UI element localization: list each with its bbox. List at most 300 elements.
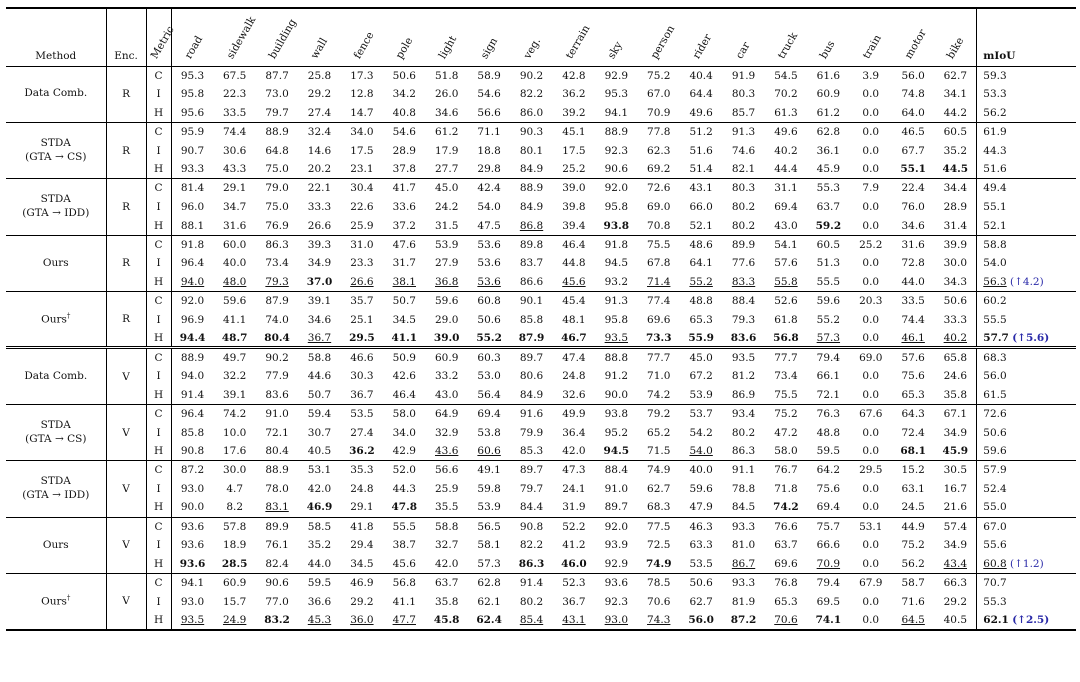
encoder-header: Enc. (106, 8, 146, 66)
value-cell: 44.9 (892, 517, 934, 536)
value-cell: 90.0 (180, 501, 205, 514)
value-cell: 58.7 (892, 574, 934, 593)
value-cell: 34.4 (934, 179, 976, 198)
encoder-cell: V (106, 461, 146, 517)
encoder-cell: R (106, 66, 146, 122)
value-cell: 62.7 (689, 595, 713, 608)
value-cell: 59.5 (816, 445, 841, 458)
value-cell: 80.3 (722, 179, 764, 198)
value-cell: 47.7 (392, 614, 416, 626)
encoder-cell: V (106, 574, 146, 630)
class-header-train: train (860, 32, 884, 61)
value-cell: 52.2 (553, 517, 595, 536)
value-cell: 35.2 (307, 539, 332, 552)
value-cell: 30.5 (934, 461, 976, 480)
metric-cell: H (146, 611, 171, 630)
value-cell: 85.8 (180, 426, 205, 439)
value-cell: 91.6 (510, 404, 552, 423)
value-cell: 18.9 (222, 539, 247, 552)
value-cell: 42.9 (392, 445, 416, 458)
table-row (6, 423, 1076, 442)
value-cell: 62.7 (647, 482, 671, 495)
miou-cell: 67.0 (977, 517, 1076, 536)
value-cell: 22.1 (298, 179, 340, 198)
value-cell: 37.2 (392, 219, 416, 232)
value-cell: 93.5 (604, 331, 629, 344)
value-cell: 44.0 (901, 275, 925, 288)
metric-cell: C (146, 348, 171, 367)
value-cell: 94.5 (604, 257, 629, 270)
value-cell: 51.3 (816, 257, 841, 270)
metric-cell: I (146, 480, 171, 499)
metric-cell: H (146, 160, 171, 179)
value-cell: 53.5 (341, 404, 383, 423)
value-cell: 86.7 (731, 557, 756, 570)
value-cell: 39.2 (562, 106, 586, 119)
value-cell: 29.2 (307, 88, 332, 101)
miou-cell: 57.7 (↑5.6) (977, 329, 1076, 348)
value-cell: 66.0 (689, 200, 713, 213)
value-cell: 55.2 (476, 331, 502, 344)
value-cell: 76.1 (265, 539, 289, 552)
value-cell: 88.9 (595, 122, 637, 141)
value-cell: 64.5 (901, 614, 925, 626)
value-cell: 0.0 (862, 482, 880, 495)
value-cell: 69.6 (647, 313, 671, 326)
value-cell: 56.8 (383, 574, 425, 593)
value-cell: 76.9 (265, 219, 289, 232)
value-cell: 45.9 (816, 163, 841, 176)
value-cell: 60.8 (468, 292, 510, 311)
miou-cell: 52.4 (977, 480, 1076, 499)
table-row (6, 254, 1076, 273)
method-cell: Ours† (6, 574, 106, 630)
value-cell: 34.1 (943, 88, 968, 101)
value-cell: 47.3 (553, 461, 595, 480)
value-cell: 44.0 (307, 557, 332, 570)
value-cell: 74.0 (265, 313, 289, 326)
value-cell: 0.0 (862, 144, 880, 157)
value-cell: 0.0 (850, 122, 892, 141)
miou-cell: 59.3 (977, 66, 1076, 85)
value-cell: 40.2 (943, 331, 968, 344)
value-cell: 71.5 (647, 445, 671, 458)
value-cell: 14.7 (350, 106, 374, 119)
value-cell: 21.6 (943, 501, 968, 514)
value-cell: 77.9 (265, 370, 289, 383)
value-cell: 82.2 (519, 539, 544, 552)
value-cell: 34.5 (392, 313, 416, 326)
method-cell: STDA (GTA → CS) (6, 404, 106, 460)
value-cell: 66.6 (816, 539, 841, 552)
value-cell: 53.1 (850, 517, 892, 536)
value-cell: 0.0 (862, 88, 880, 101)
value-cell: 68.1 (900, 445, 926, 458)
method-cell: Data Comb. (6, 66, 106, 122)
value-cell: 61.8 (774, 313, 798, 326)
value-cell: 87.2 (730, 614, 757, 626)
value-cell: 34.0 (341, 122, 383, 141)
value-cell: 3.9 (862, 69, 880, 82)
value-cell: 39.1 (298, 292, 340, 311)
value-cell: 96.4 (180, 257, 205, 270)
value-cell: 34.0 (392, 426, 416, 439)
table-row (6, 310, 1076, 329)
value-cell: 95.3 (180, 69, 205, 82)
table-row (6, 442, 1076, 461)
value-cell: 71.8 (774, 482, 798, 495)
value-cell: 52.3 (553, 574, 595, 593)
miou-cell: 59.6 (977, 442, 1076, 461)
value-cell: 87.2 (171, 461, 213, 480)
value-cell: 80.6 (519, 370, 544, 383)
value-cell: 46.1 (901, 331, 925, 344)
value-cell: 63.3 (689, 539, 713, 552)
metric-cell: I (146, 536, 171, 555)
value-cell: 91.3 (595, 292, 637, 311)
value-cell: 62.3 (647, 144, 671, 157)
value-cell: 60.9 (816, 88, 841, 101)
value-cell: 56.4 (477, 388, 501, 401)
value-cell: 32.4 (298, 122, 340, 141)
value-cell: 27.4 (350, 426, 374, 439)
value-cell: 22.6 (350, 200, 374, 213)
value-cell: 79.2 (638, 404, 680, 423)
value-cell: 61.3 (774, 106, 798, 119)
method-header: Method (6, 8, 106, 66)
value-cell: 72.4 (901, 426, 925, 439)
value-cell: 58.8 (426, 517, 468, 536)
value-cell: 55.9 (688, 331, 714, 344)
value-cell: 24.1 (562, 482, 586, 495)
value-cell: 24.6 (943, 370, 968, 383)
value-cell: 40.8 (392, 106, 416, 119)
metric-cell: C (146, 574, 171, 593)
value-cell: 84.4 (519, 501, 544, 514)
value-cell: 67.2 (689, 370, 713, 383)
value-cell: 80.2 (519, 595, 544, 608)
metric-cell: I (146, 592, 171, 611)
class-header-truck: truck (775, 30, 801, 61)
value-cell: 56.6 (426, 461, 468, 480)
value-cell: 60.6 (477, 445, 501, 458)
value-cell: 48.0 (222, 275, 247, 288)
value-cell: 0.0 (862, 426, 880, 439)
value-cell: 53.5 (689, 557, 713, 570)
value-cell: 45.6 (392, 557, 416, 570)
value-cell: 31.7 (392, 257, 416, 270)
value-cell: 45.0 (426, 179, 468, 198)
class-header-bike: bike (944, 34, 967, 61)
value-cell: 64.0 (901, 106, 925, 119)
value-cell: 64.8 (265, 144, 289, 157)
value-cell: 94.1 (604, 106, 629, 119)
value-cell: 82.4 (265, 557, 289, 570)
value-cell: 33.5 (222, 106, 247, 119)
value-cell: 25.1 (350, 313, 374, 326)
value-cell: 47.6 (383, 235, 425, 254)
class-header-car: car (733, 39, 753, 61)
value-cell: 43.0 (435, 388, 459, 401)
value-cell: 0.0 (862, 219, 880, 232)
value-cell: 89.9 (722, 235, 764, 254)
value-cell: 77.4 (638, 292, 680, 311)
value-cell: 59.6 (689, 482, 713, 495)
value-cell: 35.3 (341, 461, 383, 480)
value-cell: 42.0 (435, 557, 459, 570)
value-cell: 92.3 (604, 595, 629, 608)
value-cell: 72.5 (647, 539, 671, 552)
value-cell: 91.4 (180, 388, 205, 401)
value-cell: 25.9 (435, 482, 459, 495)
value-cell: 25.2 (562, 163, 586, 176)
value-cell: 0.0 (862, 275, 880, 288)
value-cell: 93.8 (595, 404, 637, 423)
value-cell: 42.0 (307, 482, 332, 495)
class-header-fence: fence (351, 29, 377, 61)
miou-cell: 61.5 (977, 386, 1076, 405)
value-cell: 74.8 (901, 88, 925, 101)
value-cell: 34.2 (392, 88, 416, 101)
value-cell: 96.0 (180, 200, 205, 213)
value-cell: 79.4 (807, 348, 849, 367)
value-cell: 32.7 (435, 539, 459, 552)
value-cell: 75.7 (807, 517, 849, 536)
value-cell: 16.7 (943, 482, 968, 495)
header-row (6, 8, 1076, 66)
metric-cell: I (146, 367, 171, 386)
value-cell: 58.1 (477, 539, 501, 552)
value-cell: 36.0 (350, 614, 374, 626)
value-cell: 90.8 (180, 445, 205, 458)
value-cell: 41.1 (391, 331, 418, 344)
value-cell: 29.5 (850, 461, 892, 480)
value-cell: 0.0 (862, 501, 880, 514)
value-cell: 59.8 (477, 482, 501, 495)
value-cell: 83.1 (265, 501, 289, 514)
miou-cell: 55.6 (977, 536, 1076, 555)
value-cell: 0.0 (862, 331, 880, 344)
value-cell: 62.8 (807, 122, 849, 141)
value-cell: 53.1 (298, 461, 340, 480)
value-cell: 72.6 (638, 179, 680, 198)
value-cell: 46.5 (892, 122, 934, 141)
value-cell: 14.6 (307, 144, 332, 157)
value-cell: 81.2 (731, 370, 756, 383)
metric-cell: I (146, 85, 171, 104)
value-cell: 0.0 (862, 595, 880, 608)
value-cell: 34.9 (943, 426, 968, 439)
value-cell: 24.8 (562, 370, 586, 383)
value-cell: 46.6 (341, 348, 383, 367)
value-cell: 56.6 (477, 106, 501, 119)
encoder-cell: R (106, 235, 146, 291)
value-cell: 84.9 (519, 163, 544, 176)
value-cell: 29.1 (213, 179, 255, 198)
value-cell: 92.3 (604, 144, 629, 157)
value-cell: 0.0 (862, 388, 880, 401)
value-cell: 30.6 (222, 144, 247, 157)
value-cell: 28.5 (221, 557, 248, 570)
gain-label: (↑4.2) (1010, 275, 1044, 288)
value-cell: 67.6 (850, 404, 892, 423)
value-cell: 71.4 (647, 275, 671, 288)
value-cell: 75.5 (774, 388, 798, 401)
value-cell: 0.0 (862, 539, 880, 552)
value-cell: 85.8 (519, 313, 544, 326)
value-cell: 42.8 (562, 69, 586, 82)
value-cell: 58.0 (383, 404, 425, 423)
value-cell: 40.5 (307, 445, 332, 458)
value-cell: 79.3 (265, 275, 289, 288)
miou-cell: 49.4 (977, 179, 1076, 198)
table-row (6, 66, 1076, 85)
value-cell: 77.5 (638, 517, 680, 536)
value-cell: 58.0 (774, 445, 798, 458)
value-cell: 50.6 (680, 574, 722, 593)
value-cell: 93.6 (595, 574, 637, 593)
value-cell: 56.0 (688, 614, 714, 626)
value-cell: 33.5 (892, 292, 934, 311)
value-cell: 40.2 (774, 144, 798, 157)
value-cell: 77.6 (731, 257, 756, 270)
value-cell: 91.8 (171, 235, 213, 254)
table-row (6, 367, 1076, 386)
value-cell: 86.9 (731, 388, 756, 401)
value-cell: 45.9 (942, 445, 969, 458)
value-cell: 42.0 (562, 445, 586, 458)
value-cell: 93.4 (722, 404, 764, 423)
value-cell: 38.1 (392, 275, 416, 288)
value-cell: 58.8 (298, 348, 340, 367)
value-cell: 75.2 (765, 404, 807, 423)
value-cell: 44.6 (307, 370, 332, 383)
value-cell: 51.6 (689, 144, 713, 157)
value-cell: 15.2 (892, 461, 934, 480)
value-cell: 46.4 (392, 388, 416, 401)
value-cell: 26.6 (350, 275, 374, 288)
value-cell: 78.5 (638, 574, 680, 593)
value-cell: 67.8 (647, 257, 671, 270)
value-cell: 66.3 (934, 574, 976, 593)
value-cell: 79.0 (256, 179, 298, 198)
value-cell: 20.3 (850, 292, 892, 311)
value-cell: 56.8 (773, 331, 799, 344)
value-cell: 85.4 (519, 614, 544, 626)
value-cell: 73.4 (265, 257, 289, 270)
value-cell: 62.4 (476, 614, 502, 626)
value-cell: 24.2 (435, 200, 459, 213)
value-cell: 30.7 (307, 426, 332, 439)
class-header-light: light (436, 33, 459, 61)
value-cell: 88.8 (595, 348, 637, 367)
value-cell: 57.4 (934, 517, 976, 536)
value-cell: 93.3 (180, 163, 205, 176)
value-cell: 37.8 (392, 163, 416, 176)
encoder-cell: R (106, 292, 146, 348)
class-header-sign: sign (478, 35, 501, 61)
value-cell: 39.3 (298, 235, 340, 254)
value-cell: 46.7 (561, 331, 587, 344)
value-cell: 29.4 (350, 539, 374, 552)
value-cell: 34.6 (901, 219, 925, 232)
metric-cell: H (146, 386, 171, 405)
gain-label: (↑1.2) (1010, 557, 1044, 570)
class-header-terrain: terrain (563, 22, 593, 61)
value-cell: 34.6 (307, 313, 332, 326)
metric-cell: I (146, 423, 171, 442)
value-cell: 69.5 (816, 595, 841, 608)
value-cell: 29.2 (943, 595, 968, 608)
value-cell: 33.3 (943, 313, 968, 326)
value-cell: 43.6 (435, 445, 459, 458)
value-cell: 0.0 (862, 313, 880, 326)
value-cell: 53.9 (689, 388, 713, 401)
miou-cell: 53.3 (977, 85, 1076, 104)
value-cell: 57.8 (213, 517, 255, 536)
value-cell: 48.7 (221, 331, 248, 344)
value-cell: 0.0 (862, 370, 880, 383)
value-cell: 57.6 (892, 348, 934, 367)
value-cell: 4.7 (226, 482, 244, 495)
value-cell: 52.6 (765, 292, 807, 311)
value-cell: 91.4 (510, 574, 552, 593)
value-cell: 57.3 (816, 331, 841, 344)
value-cell: 74.2 (647, 388, 671, 401)
miou-cell: 50.6 (977, 423, 1076, 442)
value-cell: 86.8 (519, 219, 544, 232)
value-cell: 75.6 (816, 482, 841, 495)
value-cell: 77.7 (765, 348, 807, 367)
value-cell: 39.1 (222, 388, 247, 401)
class-header-sidewalk: sidewalk (224, 14, 258, 61)
value-cell: 43.3 (222, 163, 247, 176)
value-cell: 50.6 (477, 313, 501, 326)
value-cell: 91.0 (256, 404, 298, 423)
value-cell: 26.6 (307, 219, 332, 232)
value-cell: 35.8 (943, 388, 968, 401)
value-cell: 52.1 (689, 219, 713, 232)
value-cell: 90.6 (256, 574, 298, 593)
value-cell: 67.7 (901, 144, 925, 157)
value-cell: 38.7 (392, 539, 416, 552)
value-cell: 65.3 (689, 313, 713, 326)
miou-cell: 62.1 (↑2.5) (977, 611, 1076, 630)
value-cell: 54.0 (689, 445, 713, 458)
value-cell: 94.5 (603, 445, 630, 458)
value-cell: 35.5 (435, 501, 459, 514)
value-cell: 44.8 (562, 257, 586, 270)
class-header-pole: pole (393, 34, 416, 61)
value-cell: 68.3 (647, 501, 671, 514)
value-cell: 73.4 (774, 370, 798, 383)
class-header-wall: wall (309, 35, 331, 61)
miou-cell: 68.3 (977, 348, 1076, 367)
value-cell: 59.4 (298, 404, 340, 423)
value-cell: 36.2 (349, 445, 375, 458)
value-cell: 23.3 (350, 257, 374, 270)
value-cell: 43.1 (562, 614, 586, 626)
value-cell: 89.8 (510, 235, 552, 254)
value-cell: 25.9 (350, 219, 374, 232)
value-cell: 44.5 (942, 163, 969, 176)
value-cell: 54.0 (477, 200, 501, 213)
value-cell: 54.2 (689, 426, 713, 439)
value-cell: 63.7 (774, 539, 798, 552)
value-cell: 94.1 (171, 574, 213, 593)
value-cell: 65.8 (934, 348, 976, 367)
value-cell: 84.9 (519, 388, 544, 401)
